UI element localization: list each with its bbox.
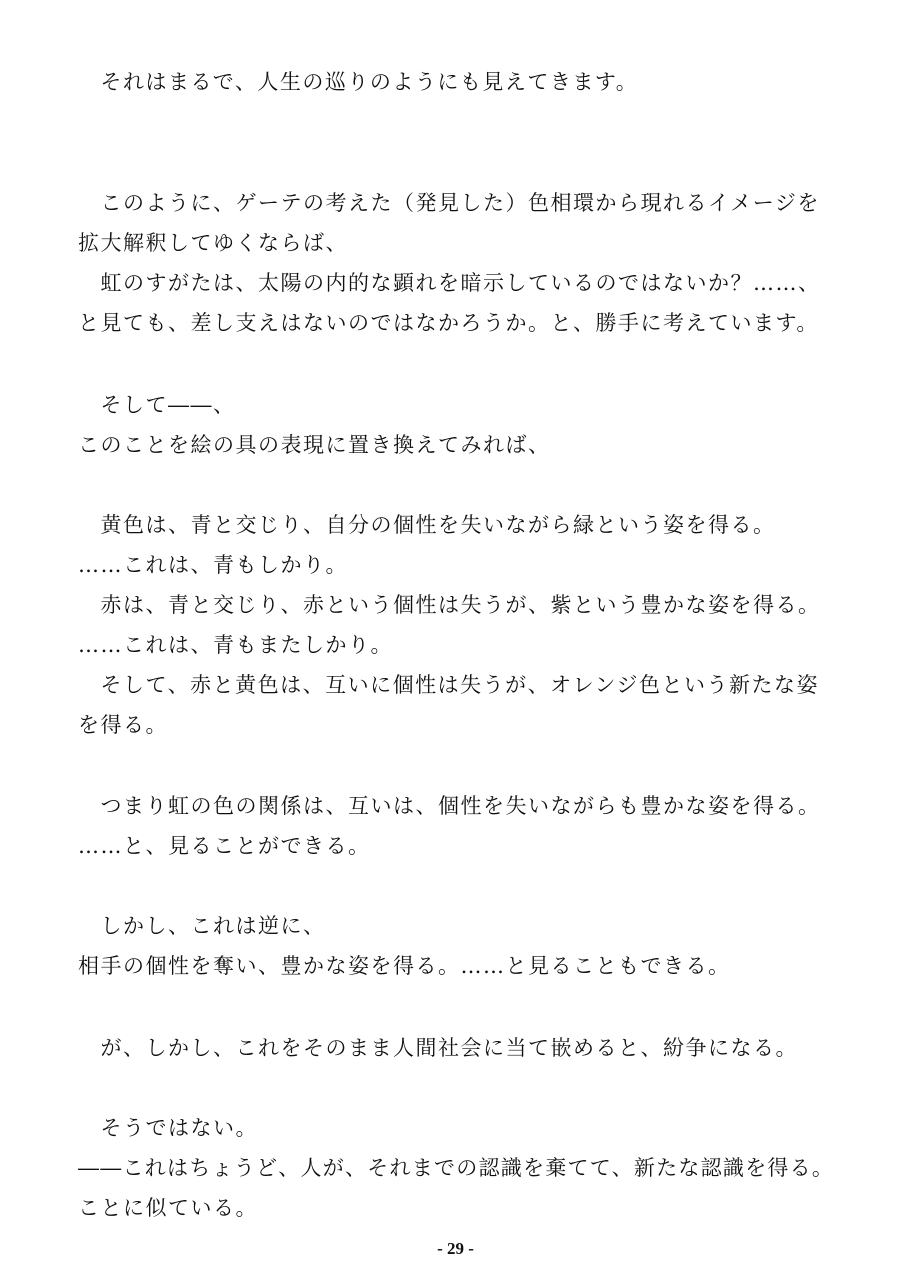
text-line: と見ても、差し支えはないのではなかろうか。と、勝手に考えています。 [78, 311, 819, 335]
text-line: このように、ゲーテの考えた（発見した）色相環から現れるイメージを [78, 191, 820, 215]
text-line: そうではない。 [78, 1116, 258, 1140]
text-line: このことを絵の具の表現に置き換えてみれば、 [78, 433, 551, 457]
text-line: それはまるで、人生の巡りのようにも見えてきます。 [78, 70, 639, 94]
text-line: ことに似ている。 [78, 1196, 258, 1220]
text-line: 虹のすがたは、太陽の内的な顕れを暗示しているのではないか？……、 [78, 271, 821, 295]
text-line: ……と、見ることができる。 [78, 834, 371, 858]
text-line: ……これは、青もまたしかり。 [78, 633, 393, 657]
text-line: つまり虹の色の関係は、互いは、個性を失いながらも豊かな姿を得る。 [78, 794, 821, 818]
text-line: そして、赤と黄色は、互いに個性は失うが、オレンジ色という新たな姿 [78, 673, 820, 697]
text-line: ――これはちょうど、人が、それまでの認識を棄てて、新たな認識を得る。 [78, 1156, 835, 1180]
text-line: 赤は、青と交じり、赤という個性は失うが、紫という豊かな姿を得る。 [78, 593, 821, 617]
text-line: そして――、 [78, 393, 236, 417]
text-line: ……これは、青もしかり。 [78, 553, 348, 577]
text-line: しかし、これは逆に、 [78, 914, 326, 938]
text-line: 相手の個性を奪い、豊かな姿を得る。……と見ることもできる。 [78, 954, 731, 978]
text-line: 拡大解釈してゆくならば、 [78, 231, 348, 255]
text-line: を得る。 [78, 713, 168, 737]
text-line: が、しかし、これをそのまま人間社会に当て嵌めると、紛争になる。 [78, 1036, 798, 1060]
text-line: 黄色は、青と交じり、自分の個性を失いながら緑という姿を得る。 [78, 513, 776, 537]
page-number: - 29 - [437, 1239, 474, 1258]
